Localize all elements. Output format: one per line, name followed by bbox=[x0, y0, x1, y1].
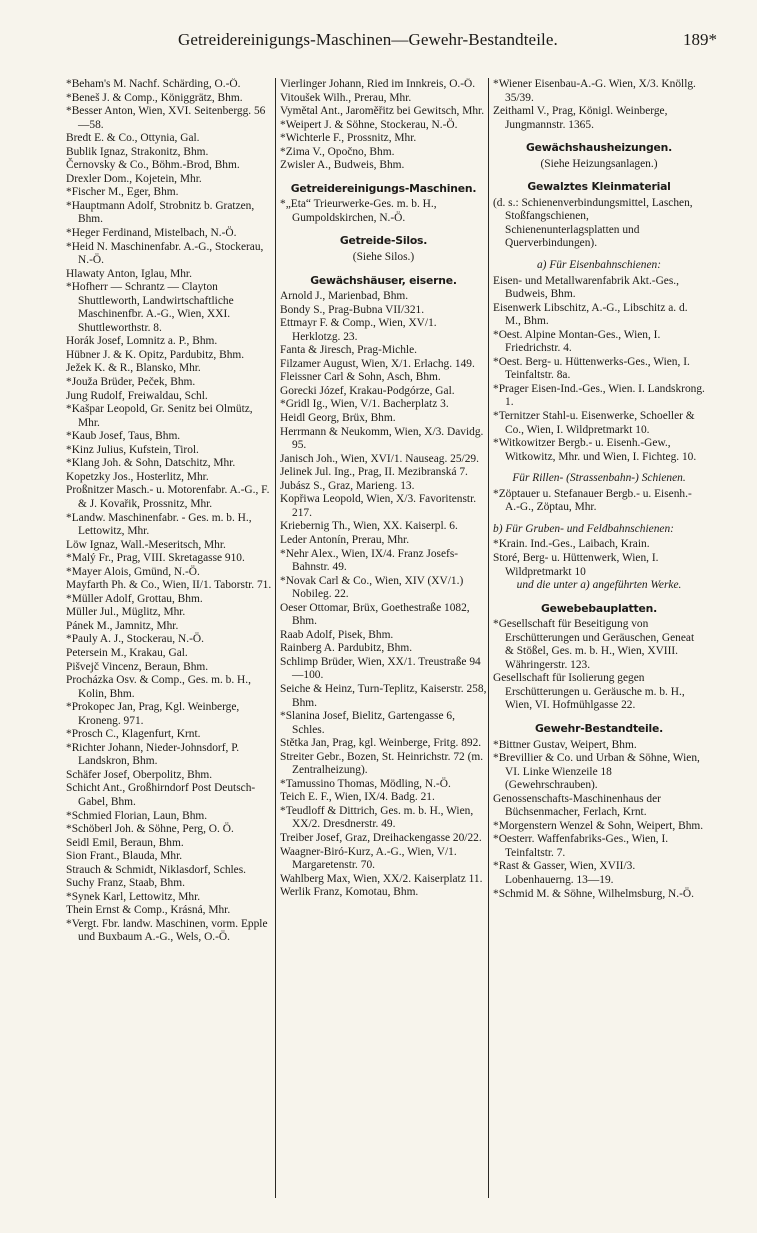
directory-entry: Gesellschaft für Isolierung gegen Erschütterungen u. Geräusche m. b. H., Wien, VI. Hofmühlgasse 22. bbox=[493, 672, 685, 712]
see-also-note: (Siehe Heizungsanlagen.) bbox=[540, 157, 658, 170]
directory-entry: Kopřiwa Leopold, Wien, X/3. Favoritenstr. 217. bbox=[280, 493, 477, 519]
directory-entry: Gorecki Józef, Krakau-Podgórze, Gal. bbox=[280, 384, 455, 397]
directory-entry: Rainberg A. Pardubitz, Bhm. bbox=[280, 642, 413, 655]
directory-entry: *Zöptauer u. Stefanauer Bergb.- u. Eisenh.-A.-G., Zöptau, Mhr. bbox=[493, 487, 692, 514]
directory-entry: Löw Ignaz, Wall.-Meseritsch, Mhr. bbox=[66, 538, 226, 551]
entry-list bbox=[493, 538, 705, 579]
directory-entry: Schicht Ant., Großhirndorf Post Deutsch-Gabel, Bhm. bbox=[66, 782, 256, 808]
directory-entry: *Heid N. Maschinenfabr. A.-G., Stockerau, N.-Ö. bbox=[66, 240, 264, 267]
directory-entry: *Pauly A. J., Stockerau, N.-Ö. bbox=[66, 633, 204, 646]
directory-entry: Seidl Emil, Beraun, Bhm. bbox=[66, 836, 184, 849]
directory-entry: Zeithaml V., Prag, Königl. Weinberge, Jungmannstr. 1365. bbox=[493, 105, 668, 131]
directory-entry: *Schmid M. & Söhne, Wilhelmsburg, N.-Ö. bbox=[493, 887, 694, 900]
page-header bbox=[0, 30, 757, 54]
directory-entry: Mayfarth Ph. & Co., Wien, II/1. Taborstr. 71. bbox=[66, 579, 272, 592]
directory-entry: *Slanina Josef, Bielitz, Gartengasse 6, Schles. bbox=[280, 710, 455, 736]
directory-entry: *Besser Anton, Wien, XVI. Seitenbergg. 56—58. bbox=[66, 105, 266, 131]
directory-entry: *Brevillier & Co. und Urban & Söhne, Wien, VI. Linke Wienzeile 18 (Gewehrschrauben). bbox=[493, 752, 700, 792]
directory-entry: Fanta & Jiresch, Prag-Michle. bbox=[280, 344, 417, 357]
directory-entry: Wahlberg Max, Wien, XX/2. Kaiserplatz 11. bbox=[280, 872, 483, 885]
directory-entry: Strauch & Schmidt, Niklasdorf, Schles. bbox=[66, 863, 247, 876]
directory-entry: Thein Ernst & Comp., Krásná, Mhr. bbox=[66, 904, 231, 917]
directory-entry: *Richter Johann, Nieder-Johnsdorf, P. Landskron, Bhm. bbox=[66, 741, 240, 768]
directory-entry: *Morgenstern Wenzel & Sohn, Weipert, Bhm. bbox=[493, 819, 704, 832]
directory-entry: *Gesellschaft für Beseitigung von Erschütterungen und Geräuschen, Geneat & Stößel, Ges. m. b. H., Wien, XVIII. Währingerstr. 123. bbox=[493, 618, 695, 671]
directory-entry: Janisch Joh., Wien, XVI/1. Nauseag. 25/29. bbox=[280, 452, 479, 465]
directory-entry: Drexler Dom., Kojetein, Mhr. bbox=[66, 172, 202, 185]
directory-entry: *Witkowitzer Bergb.- u. Eisenh.-Gew., Witkowitz, Mhr. und Wien, I. Fichteg. 10. bbox=[493, 437, 697, 463]
directory-entry: Waagner-Biró-Kurz, A.-G., Wien, V/1. Margaretenstr. 70. bbox=[280, 845, 457, 872]
directory-entry: Sion Frant., Blauda, Mhr. bbox=[66, 850, 183, 863]
directory-entry: *Teudloff & Dittrich, Ges. m. b. H., Wien, XX/2. Dresdnerstr. 49. bbox=[280, 804, 474, 831]
directory-entry: Eisen- und Metallwarenfabrik Akt.-Ges., Budweis, Bhm. bbox=[493, 274, 679, 301]
directory-entry: *Beham's M. Nachf. Schärding, O.-Ö. bbox=[66, 78, 241, 90]
directory-entry: Herrmann & Neukomm, Wien, X/3. Davidg. 95. bbox=[280, 425, 484, 452]
directory-entry: *Prokopec Jan, Prag, Kgl. Weinberge, Kroneng. 971. bbox=[66, 701, 240, 727]
entry-list bbox=[493, 488, 705, 515]
directory-entry: Storé, Berg- u. Hüttenwerk, Wien, I. Wildpretmarkt 10 bbox=[493, 551, 659, 578]
directory-entry: *Schöberl Joh. & Söhne, Perg, O. Ö. bbox=[66, 823, 234, 836]
directory-entry: *Jouža Brüder, Peček, Bhm. bbox=[66, 376, 196, 389]
directory-entry: Genossenschafts-Maschinenhaus der Büchsenmacher, Ferlach, Krnt. bbox=[493, 792, 661, 819]
directory-entry: Jubász S., Graz, Marieng. 13. bbox=[280, 479, 415, 492]
subsection-heading: Für Rillen- (Strassenbahn-) Schienen. bbox=[512, 472, 686, 485]
directory-entry: Bredt E. & Co., Ottynia, Gal. bbox=[66, 132, 200, 145]
column-divider bbox=[488, 78, 489, 1198]
column-2 bbox=[280, 78, 487, 1198]
directory-entry: *Krain. Ind.-Ges., Laibach, Krain. bbox=[493, 538, 650, 551]
directory-entry: *Kaub Josef, Taus, Bhm. bbox=[66, 430, 181, 443]
column-divider bbox=[275, 78, 276, 1198]
directory-entry: Schäfer Josef, Oberpolitz, Bhm. bbox=[66, 768, 213, 781]
entry-list bbox=[493, 275, 705, 465]
directory-entry: Petersein M., Krakau, Gal. bbox=[66, 646, 188, 659]
directory-entry: *Hofherr — Schrantz — Clayton Shuttleworth, Landwirtschaftliche Maschinenfbr. A.-G., Wien, XXI. Shuttleworthstr. 8. bbox=[66, 281, 234, 334]
directory-entry: *Wichterle F., Prossnitz, Mhr. bbox=[280, 132, 417, 145]
directory-entry: Raab Adolf, Pisek, Bhm. bbox=[280, 628, 394, 641]
directory-entry: *Bittner Gustav, Weipert, Bhm. bbox=[493, 738, 637, 751]
directory-entry: Proßnitzer Masch.- u. Motorenfabr. A.-G., F. & J. Kovařik, Prossnitz, Mhr. bbox=[66, 484, 270, 510]
directory-entry: Schlimp Brüder, Wien, XX/1. Treustraße 94—100. bbox=[280, 655, 481, 682]
entry-list bbox=[493, 78, 705, 132]
directory-entry: *Oesterr. Waffenfabriks-Ges., Wien, I. Teinfaltstr. 7. bbox=[493, 833, 669, 859]
directory-entry: Oeser Ottomar, Brüx, Goethestraße 1082, Bhm. bbox=[280, 601, 470, 628]
directory-entry: *Rast & Gasser, Wien, XVII/3. Lobenhauerng. 13—19. bbox=[493, 860, 636, 886]
directory-entry: Jung Rudolf, Freiwaldau, Schl. bbox=[66, 389, 208, 402]
directory-entry: *Tamussino Thomas, Mödling, N.-Ö. bbox=[280, 777, 451, 790]
directory-entry: Vymětal Ant., Jaroměřitz bei Gewitsch, Mhr. bbox=[280, 105, 485, 118]
subsection-note: und die unter a) angeführten Werke. bbox=[516, 579, 682, 592]
directory-entry: Müller Jul., Müglitz, Mhr. bbox=[66, 606, 186, 619]
directory-entry: Jelinek Jul. Ing., Prag, II. Mezibranská 7. bbox=[280, 466, 468, 479]
directory-entry: *Synek Karl, Lettowitz, Mhr. bbox=[66, 890, 201, 903]
section-heading: Gewebebauplatten. bbox=[541, 601, 657, 615]
directory-entry: *Oest. Alpine Montan-Ges., Wien, I. Friedrichstr. 4. bbox=[493, 328, 661, 355]
directory-entry: *Weipert J. & Söhne, Stockerau, N.-Ö. bbox=[280, 118, 458, 131]
entry-list bbox=[280, 198, 487, 225]
entry-list bbox=[493, 739, 705, 902]
directory-entry: Filzamer August, Wien, X/1. Erlachg. 149. bbox=[280, 357, 475, 370]
entry-list bbox=[493, 618, 705, 713]
directory-entry: *Mayer Alois, Gmünd, N.-Ö. bbox=[66, 565, 200, 578]
directory-entry: Fleissner Carl & Sohn, Asch, Bhm. bbox=[280, 371, 441, 384]
directory-entry: Leder Antonín, Prerau, Mhr. bbox=[280, 533, 410, 546]
directory-entry: Kriebernig Th., Wien, XX. Kaiserpl. 6. bbox=[280, 520, 458, 533]
page-number: 189* bbox=[683, 30, 717, 49]
directory-entry: *Hauptmann Adolf, Strobnitz b. Gratzen, Bhm. bbox=[66, 199, 255, 226]
directory-entry: Werlik Franz, Komotau, Bhm. bbox=[280, 886, 419, 899]
directory-entry: Pánek M., Jamnitz, Mhr. bbox=[66, 619, 179, 632]
subsection-heading: a) Für Eisenbahnschienen: bbox=[536, 259, 661, 272]
page-title: Getreidereinigungs-Maschinen—Gewehr-Bestandteile. bbox=[178, 30, 558, 49]
directory-entry: *Kašpar Leopold, Gr. Senitz bei Olmütz, Mhr. bbox=[66, 403, 253, 429]
section-heading: Gewächshausheizungen. bbox=[525, 141, 673, 155]
directory-entry: Treiber Josef, Graz, Dreihackengasse 20/22. bbox=[280, 831, 482, 844]
directory-entry: *Landw. Maschinenfabr. - Ges. m. b. H., Lettowitz, Mhr. bbox=[66, 511, 252, 538]
directory-entry: *Ternitzer Stahl-u. Eisenwerke, Schoeller & Co., Wien, I. Wildpretmarkt 10. bbox=[493, 410, 695, 436]
directory-entry: *Wiener Eisenbau-A.-G. Wien, X/3. Knöllg. 35/39. bbox=[493, 78, 696, 104]
directory-entry: Hlawaty Anton, Iglau, Mhr. bbox=[66, 267, 192, 280]
directory-entry: Zwisler A., Budweis, Bhm. bbox=[280, 159, 405, 172]
see-also-note: (Siehe Silos.) bbox=[352, 251, 415, 264]
directory-entry: Hübner J. & K. Opitz, Pardubitz, Bhm. bbox=[66, 348, 245, 361]
column-3 bbox=[493, 78, 705, 1198]
directory-entry: Eisenwerk Libschitz, A.-G., Libschitz a. d. M., Bhm. bbox=[493, 301, 688, 328]
directory-entry: Bublik Ignaz, Strakonitz, Bhm. bbox=[66, 145, 209, 158]
directory-entry: Vitoušek Wilh., Prerau, Mhr. bbox=[280, 91, 412, 104]
directory-entry: *Beneš J. & Comp., Königgrätz, Bhm. bbox=[66, 91, 243, 104]
section-intro: (d. s.: Schienenverbindungsmittel, Laschen, Stoßfangschienen, Schienenunterlagsplatten und Querverbindungen). bbox=[493, 196, 693, 250]
directory-entry: Stětka Jan, Prag, kgl. Weinberge, Fritg. 892. bbox=[280, 737, 482, 750]
directory-entry: *Fischer M., Eger, Bhm. bbox=[66, 186, 179, 199]
directory-entry: Vierlinger Johann, Ried im Innkreis, O.-Ö. bbox=[280, 78, 476, 90]
directory-entry: *Zima V., Opočno, Bhm. bbox=[280, 145, 395, 158]
directory-entry: Bondy S., Prag-Bubna VII/321. bbox=[280, 303, 425, 316]
directory-entry: Černovsky & Co., Böhm.-Brod, Bhm. bbox=[66, 159, 240, 172]
section-heading: Getreidereinigungs-Maschinen. bbox=[290, 181, 477, 195]
directory-entry: *Kinz Julius, Kufstein, Tirol. bbox=[66, 443, 199, 456]
directory-entry: *Müller Adolf, Grottau, Bhm. bbox=[66, 592, 203, 605]
directory-entry: Ježek K. & R., Blansko, Mhr. bbox=[66, 362, 201, 375]
directory-entry: Suchy Franz, Staab, Bhm. bbox=[66, 877, 185, 890]
directory-entry: Seiche & Heinz, Turn-Teplitz, Kaiserstr. 258, Bhm. bbox=[280, 682, 487, 709]
directory-entry: *Vergt. Fbr. landw. Maschinen, vorm. Epple und Buxbaum A.-G., Wels, O.-Ö. bbox=[66, 917, 268, 944]
directory-entry: Horák Josef, Lomnitz a. P., Bhm. bbox=[66, 335, 218, 348]
section-heading: Gewächshäuser, eiserne. bbox=[310, 273, 457, 287]
directory-entry: *Gridl Ig., Wien, V/1. Bacherplatz 3. bbox=[280, 398, 449, 411]
directory-entry: *Prager Eisen-Ind.-Ges., Wien. I. Landskrong. 1. bbox=[493, 382, 705, 409]
directory-entry: Heidl Georg, Brüx, Bhm. bbox=[280, 412, 396, 425]
directory-entry: Kopetzky Jos., Hosterlitz, Mhr. bbox=[66, 470, 209, 483]
directory-entry: Teich E. F., Wien, IX/4. Badg. 21. bbox=[280, 791, 435, 804]
directory-entry: Streiter Gebr., Bozen, St. Heinrichstr. 72 (m. Zentralheizung). bbox=[280, 750, 484, 777]
entry-list bbox=[66, 78, 273, 945]
directory-entry: *Nehr Alex., Wien, IX/4. Franz Josefs-Bahnstr. 49. bbox=[280, 547, 459, 574]
directory-entry: *Klang Joh. & Sohn, Datschitz, Mhr. bbox=[66, 457, 236, 470]
directory-entry: *Oest. Berg- u. Hüttenwerks-Ges., Wien, I. Teinfaltstr. 8a. bbox=[493, 355, 690, 382]
subsection-heading: b) Für Gruben- und Feldbahnschienen: bbox=[493, 522, 674, 535]
directory-entry: *„Eta“ Trieurwerke-Ges. m. b. H., Gumpoldskirchen, N.-Ö. bbox=[280, 198, 437, 224]
directory-entry: *Novak Carl & Co., Wien, XIV (XV/1.) Nobileg. 22. bbox=[280, 574, 464, 601]
directory-entry: Ettmayr F. & Comp., Wien, XV/1. Herklotzg. 23. bbox=[280, 317, 437, 343]
directory-entry: *Malý Fr., Prag, VIII. Skretagasse 910. bbox=[66, 552, 245, 565]
directory-entry: Procházka Osv. & Comp., Ges. m. b. H., Kolin, Bhm. bbox=[66, 674, 251, 700]
section-heading: Gewalztes Kleinmaterial bbox=[527, 180, 671, 194]
entry-list bbox=[280, 290, 487, 900]
column-1 bbox=[66, 78, 273, 1198]
directory-entry: Arnold J., Marienbad, Bhm. bbox=[280, 290, 409, 303]
directory-entry: Pišvejč Vincenz, Beraun, Bhm. bbox=[66, 660, 209, 673]
directory-entry: *Schmied Florian, Laun, Bhm. bbox=[66, 809, 208, 822]
section-heading: Getreide-Silos. bbox=[339, 234, 428, 248]
directory-entry: *Prosch C., Klagenfurt, Krnt. bbox=[66, 728, 201, 741]
directory-entry: *Heger Ferdinand, Mistelbach, N.-Ö. bbox=[66, 227, 237, 240]
section-heading: Gewehr-Bestandteile. bbox=[534, 721, 664, 735]
entry-list bbox=[280, 78, 487, 173]
